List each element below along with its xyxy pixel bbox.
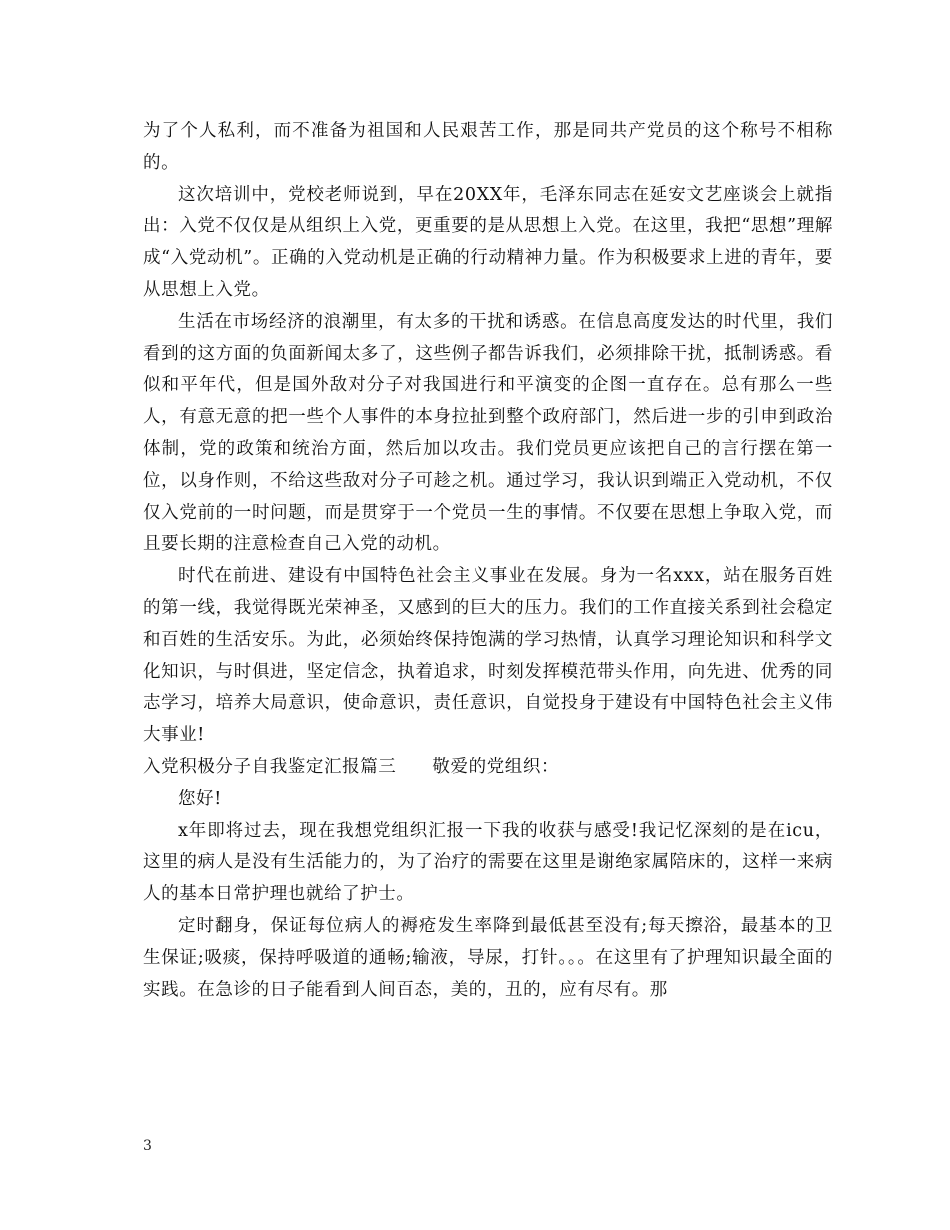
page-number: 3 [143,1138,152,1154]
paragraph: 时代在前进、建设有中国特色社会主义事业在发展。身为一名xxx，站在服务百姓的第一线，我觉得既光荣神圣，又感到的巨大的压力。我们的工作直接关系到社会稳定和百姓的生活安乐。为此，必须始终保持饱满的学习热情，认真学习理论知识和科学文化知识，与时俱进，坚定信念，执着追求，时刻发挥模范带头作用，向先进、优秀的同志学习，培养大局意识，使命意识，责任意识，自觉投身于建设有中国特色社会主义伟大事业! [143,566,833,746]
section-heading [143,752,833,784]
paragraph: 这次培训中，党校老师说到，早在20XX年，毛泽东同志在延安文艺座谈会上就指出：入党不仅仅是从组织上入党，更重要的是从思想上入党。在这里，我把“思想”理解成“入党动机”。正确的入党动机是正确的行动精神力量。作为积极要求上进的青年，要从思想上入党。 [143,184,833,300]
section-title: 入党积极分子自我鉴定汇报篇三 [143,756,397,777]
paragraph: x年即将过去，现在我想党组织汇报一下我的收获与感受!我记忆深刻的是在icu，这里的病人是没有生活能力的，为了治疗的需要在这里是谢绝家属陪床的，这样一来病人的基本日常护理也就给了护士。 [143,820,833,905]
paragraph: 定时翻身，保证每位病人的褥疮发生率降到最低甚至没有;每天擦浴，最基本的卫生保证;吸痰，保持呼吸道的通畅;输液，导尿，打针。。。在这里有了护理知识最全面的实践。在急诊的日子能看到人间百态，美的，丑的，应有尽有。那 [143,915,833,1000]
paragraph: 为了个人私利，而不准备为祖国和人民艰苦工作，那是同共产党员的这个称号不相称的。 [143,121,833,173]
paragraph: 生活在市场经济的浪潮里，有太多的干扰和诱惑。在信息高度发达的时代里，我们看到的这方面的负面新闻太多了，这些例子都告诉我们，必须排除干扰，抵制诱惑。看似和平年代，但是国外敌对分子对我国进行和平演变的企图一直存在。总有那么一些人，有意无意的把一些个人事件的本身拉扯到整个政府部门，然后进一步的引申到政治体制，党的政策和统治方面，然后加以攻击。我们党员更应该把自己的言行摆在第一位，以身作则，不给这些敌对分子可趁之机。通过学习，我认识到端正入党动机，不仅仅入党前的一时问题，而是贯穿于一个党员一生的事情。不仅要在思想上争取入党，而且要长期的注意检查自己入党的动机。 [143,311,833,555]
greeting: 您好! [178,788,222,809]
document-body [143,116,833,1006]
salutation: 敬爱的党组织： [432,756,560,777]
